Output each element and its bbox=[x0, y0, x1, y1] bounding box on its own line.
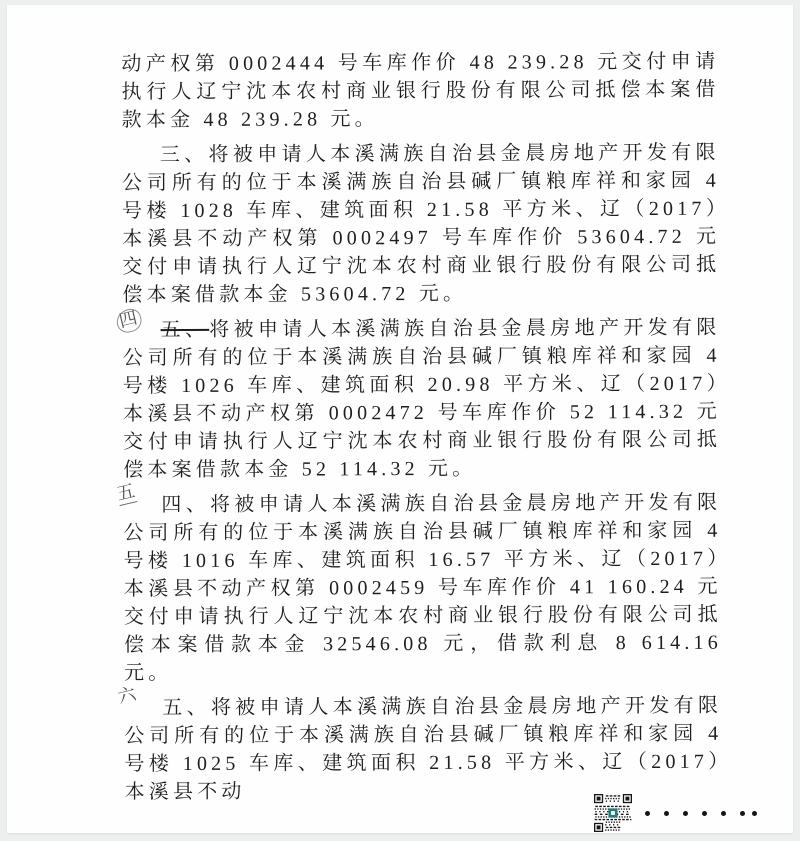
dot bbox=[740, 811, 745, 816]
qr-code-icon bbox=[593, 794, 633, 832]
paragraph-item-6-corrected bbox=[115, 683, 723, 807]
page-footer bbox=[593, 794, 771, 832]
dot bbox=[752, 811, 757, 816]
paragraph-item-3 bbox=[122, 139, 721, 310]
paragraph-item-5-corrected bbox=[114, 480, 722, 688]
dot bbox=[683, 811, 688, 816]
paragraph-item-4-corrected bbox=[117, 307, 722, 485]
dot bbox=[702, 811, 707, 816]
printed-ordinal: 五、 bbox=[160, 318, 210, 342]
handwritten-correction-mark: 四 bbox=[114, 307, 144, 335]
paragraph-continuation bbox=[121, 48, 719, 135]
printed-ordinal: 三、 bbox=[159, 143, 209, 167]
handwritten-correction-mark: 六 bbox=[115, 683, 139, 709]
dot bbox=[664, 811, 669, 816]
dot bbox=[721, 811, 726, 816]
paragraph-text: 将被申请人本溪满族自治县金晨房地产开发有限公司所有的位于本溪满族自治县碱厂镇粮库祥和家园 4 号楼 1025 车库、建筑面积 21.58 平方米、辽（2017）本溪县不动 bbox=[124, 694, 723, 804]
paragraph-text: 将被申请人本溪满族自治县金晨房地产开发有限公司所有的位于本溪满族自治县碱厂镇粮库祥和家园 4 号楼 1016 车库、建筑面积 16.57 平方米、辽（2017）本溪县不动产权第 0002459 号车库作价 41 160.24 元交付申请执行人辽宁沈本农村商业银行股份有限公司抵偿本案借款本金 32546.08 元，借款利息 8 614.16 元。 bbox=[123, 491, 722, 685]
handwritten-correction-mark: 五 bbox=[114, 480, 138, 506]
document-body bbox=[114, 48, 723, 814]
printed-ordinal: 四、 bbox=[161, 493, 211, 517]
printed-ordinal: 五、 bbox=[162, 696, 211, 720]
paragraph-text: 将被申请人本溪满族自治县金晨房地产开发有限公司所有的位于本溪满族自治县碱厂镇粮库祥和家园 4 号楼 1028 车库、建筑面积 21.58 平方米、辽（2017）本溪县不动产权第 0002497 号车库作价 53604.72 元交付申请执行人辽宁沈本农村商业银行股份有限公司抵偿本案借款本金 53604.72 元。 bbox=[121, 141, 721, 307]
dot bbox=[645, 811, 650, 816]
paragraph-text: 动产权第 0002444 号车库作价 48 239.28 元交付申请执行人辽宁沈本农村商业银行股份有限公司抵偿本案借款本金 48 239.28 元。 bbox=[121, 50, 720, 132]
footer-dots bbox=[645, 794, 771, 832]
document-page bbox=[7, 5, 793, 833]
paragraph-text: 将被申请人本溪满族自治县金晨房地产开发有限公司所有的位于本溪满族自治县碱厂镇粮库祥和家园 4 号楼 1026 车库、建筑面积 20.98 平方米、辽（2017）本溪县不动产权第 0002472 号车库作价 52 114.32 元交付申请执行人辽宁沈本农村商业银行股份有限公司抵偿本案借款本金 52 114.32 元。 bbox=[122, 316, 722, 482]
